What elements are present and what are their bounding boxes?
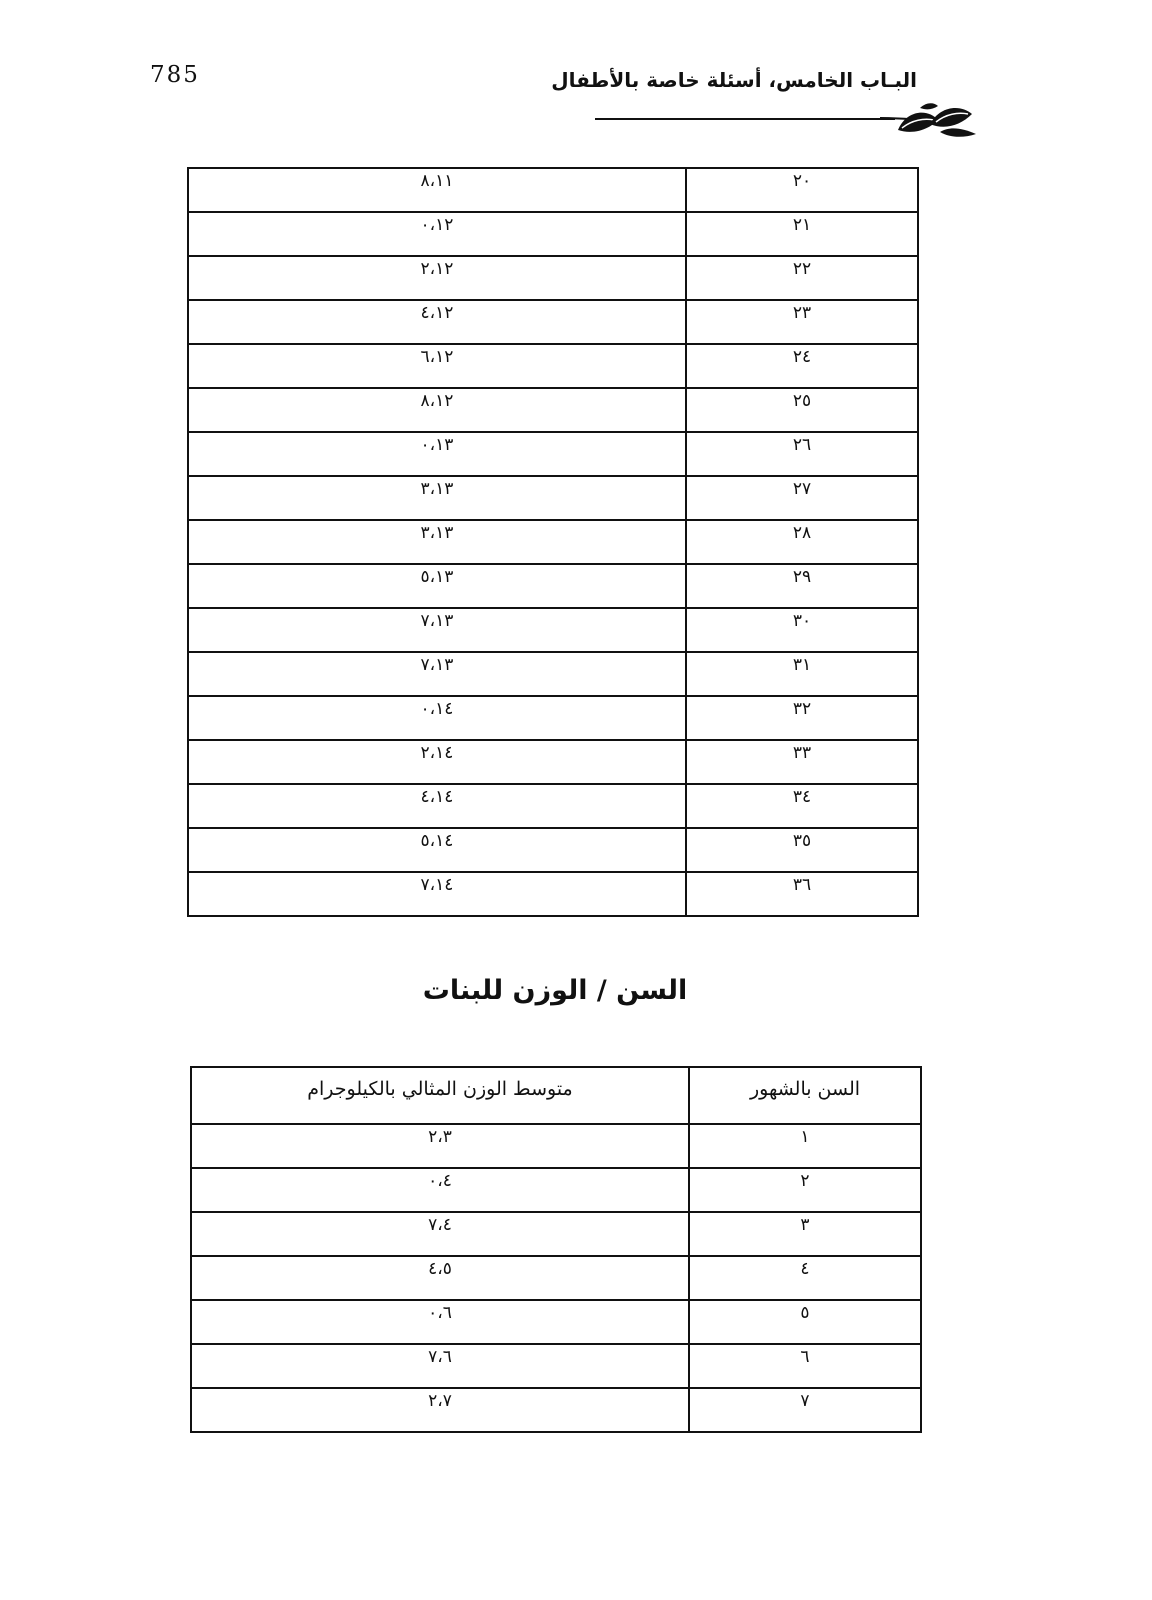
age-cell xyxy=(689,1300,921,1344)
weight-cell xyxy=(188,432,686,476)
weight-value: ٨،١١ xyxy=(420,171,454,191)
table-row xyxy=(188,828,918,872)
weight-value: ٣،١٣ xyxy=(420,523,454,543)
table-row xyxy=(188,608,918,652)
age-value: ٣ xyxy=(800,1215,810,1235)
age-value: ٣٢ xyxy=(792,699,812,719)
weight-cell xyxy=(188,872,686,916)
weight-value: ٠،١٢ xyxy=(420,215,454,235)
weight-cell xyxy=(191,1256,689,1300)
weight-cell xyxy=(188,564,686,608)
leaf-ornament-icon xyxy=(880,102,980,140)
age-cell xyxy=(686,652,918,696)
header-weight-label: متوسط الوزن المثالي بالكيلوجرام xyxy=(307,1078,573,1100)
age-cell xyxy=(686,344,918,388)
age-cell xyxy=(689,1168,921,1212)
age-value: ٢٦ xyxy=(792,435,812,455)
weight-cell xyxy=(188,344,686,388)
age-cell xyxy=(686,564,918,608)
weight-cell xyxy=(188,608,686,652)
section-title-girls: السن / الوزن للبنات xyxy=(422,975,688,1006)
age-value: ٢١ xyxy=(792,215,812,235)
weight-cell xyxy=(191,1344,689,1388)
table-row xyxy=(188,696,918,740)
weight-value: ٥،١٣ xyxy=(420,567,454,587)
weight-cell xyxy=(188,300,686,344)
weight-cell xyxy=(191,1168,689,1212)
header-age-label: السن بالشهور xyxy=(749,1078,861,1100)
age-cell xyxy=(689,1212,921,1256)
age-cell xyxy=(686,432,918,476)
weight-cell xyxy=(188,696,686,740)
age-cell xyxy=(686,388,918,432)
weight-value: ٢،١٤ xyxy=(420,743,454,763)
table-row xyxy=(188,344,918,388)
weight-cell xyxy=(188,256,686,300)
weight-cell xyxy=(188,828,686,872)
table-row xyxy=(191,1388,921,1432)
table-row xyxy=(188,300,918,344)
weight-cell xyxy=(188,784,686,828)
age-value: ٢ xyxy=(800,1171,810,1191)
age-value: ٢٣ xyxy=(792,303,812,323)
age-value: ٣١ xyxy=(792,655,812,675)
weight-cell xyxy=(188,168,686,212)
weight-value: ٤،٥ xyxy=(428,1259,452,1279)
weight-value: ٥،١٤ xyxy=(420,831,454,851)
age-cell xyxy=(689,1256,921,1300)
weight-value: ٤،١٢ xyxy=(420,303,454,323)
header-rule xyxy=(595,118,895,120)
table-row xyxy=(191,1300,921,1344)
age-cell xyxy=(686,300,918,344)
table-row xyxy=(191,1256,921,1300)
table-row xyxy=(188,872,918,916)
table-row xyxy=(188,652,918,696)
weight-cell xyxy=(188,476,686,520)
table-header-row xyxy=(191,1067,921,1124)
table-row xyxy=(188,520,918,564)
weight-cell xyxy=(188,652,686,696)
age-value: ٣٠ xyxy=(792,611,812,631)
age-cell xyxy=(686,212,918,256)
weight-value: ٠،١٣ xyxy=(420,435,454,455)
weight-value: ٧،٤ xyxy=(428,1215,452,1235)
weight-value: ٧،١٣ xyxy=(420,611,454,631)
weight-cell xyxy=(191,1124,689,1168)
age-value: ٢٩ xyxy=(792,567,812,587)
age-cell xyxy=(689,1344,921,1388)
table-row xyxy=(188,388,918,432)
table-row xyxy=(188,784,918,828)
header-age-cell xyxy=(689,1067,921,1124)
age-value: ٢٢ xyxy=(792,259,812,279)
age-cell xyxy=(686,784,918,828)
table-row xyxy=(188,740,918,784)
weight-value: ٦،١٢ xyxy=(420,347,454,367)
weight-value: ٢،٣ xyxy=(428,1127,452,1147)
weight-cell xyxy=(188,388,686,432)
age-value: ٢٠ xyxy=(792,171,812,191)
table-row xyxy=(191,1212,921,1256)
weight-value: ٨،١٢ xyxy=(420,391,454,411)
table-row xyxy=(188,256,918,300)
table-row xyxy=(188,476,918,520)
age-value: ٦ xyxy=(800,1347,810,1367)
table-row xyxy=(191,1124,921,1168)
age-cell xyxy=(686,872,918,916)
weight-value: ٢،٧ xyxy=(428,1391,452,1411)
age-cell xyxy=(686,476,918,520)
weight-cell xyxy=(191,1388,689,1432)
age-cell xyxy=(689,1388,921,1432)
running-head: البـاب الخامس، أسئلة خاصة بالأطفال xyxy=(551,68,917,92)
weight-cell xyxy=(191,1300,689,1344)
weight-value: ٢،١٢ xyxy=(420,259,454,279)
weight-value: ٧،١٤ xyxy=(420,875,454,895)
age-cell xyxy=(686,520,918,564)
weight-cell xyxy=(188,740,686,784)
age-value: ٢٥ xyxy=(792,391,812,411)
age-value: ٣٥ xyxy=(792,831,812,851)
age-value: ٣٤ xyxy=(792,787,812,807)
weight-value: ٤،١٤ xyxy=(420,787,454,807)
age-cell xyxy=(686,608,918,652)
weight-cell xyxy=(188,520,686,564)
age-cell xyxy=(686,696,918,740)
table-row xyxy=(188,432,918,476)
age-value: ١ xyxy=(800,1127,810,1147)
age-cell xyxy=(686,828,918,872)
age-value: ٢٧ xyxy=(792,479,812,499)
age-cell xyxy=(686,740,918,784)
age-cell xyxy=(686,168,918,212)
age-cell xyxy=(689,1124,921,1168)
weight-cell xyxy=(188,212,686,256)
weight-value: ٣،١٣ xyxy=(420,479,454,499)
age-value: ٢٤ xyxy=(792,347,812,367)
table-row xyxy=(188,564,918,608)
table-row xyxy=(191,1344,921,1388)
weight-table-continued xyxy=(187,167,919,917)
age-value: ٢٨ xyxy=(792,523,812,543)
weight-cell xyxy=(191,1212,689,1256)
table-row xyxy=(188,168,918,212)
table-row xyxy=(188,212,918,256)
weight-value: ٧،٦ xyxy=(428,1347,452,1367)
weight-value: ٧،١٣ xyxy=(420,655,454,675)
weight-table-girls xyxy=(190,1066,922,1433)
page-number: 785 xyxy=(150,62,200,88)
age-value: ٧ xyxy=(800,1391,810,1411)
age-value: ٣٦ xyxy=(792,875,812,895)
weight-value: ٠،٤ xyxy=(428,1171,452,1191)
weight-value: ٠،٦ xyxy=(428,1303,452,1323)
age-cell xyxy=(686,256,918,300)
weight-value: ٠،١٤ xyxy=(420,699,454,719)
age-value: ٥ xyxy=(800,1303,810,1323)
age-value: ٤ xyxy=(800,1259,810,1279)
table-row xyxy=(191,1168,921,1212)
age-value: ٣٣ xyxy=(792,743,812,763)
header-weight-cell xyxy=(191,1067,689,1124)
